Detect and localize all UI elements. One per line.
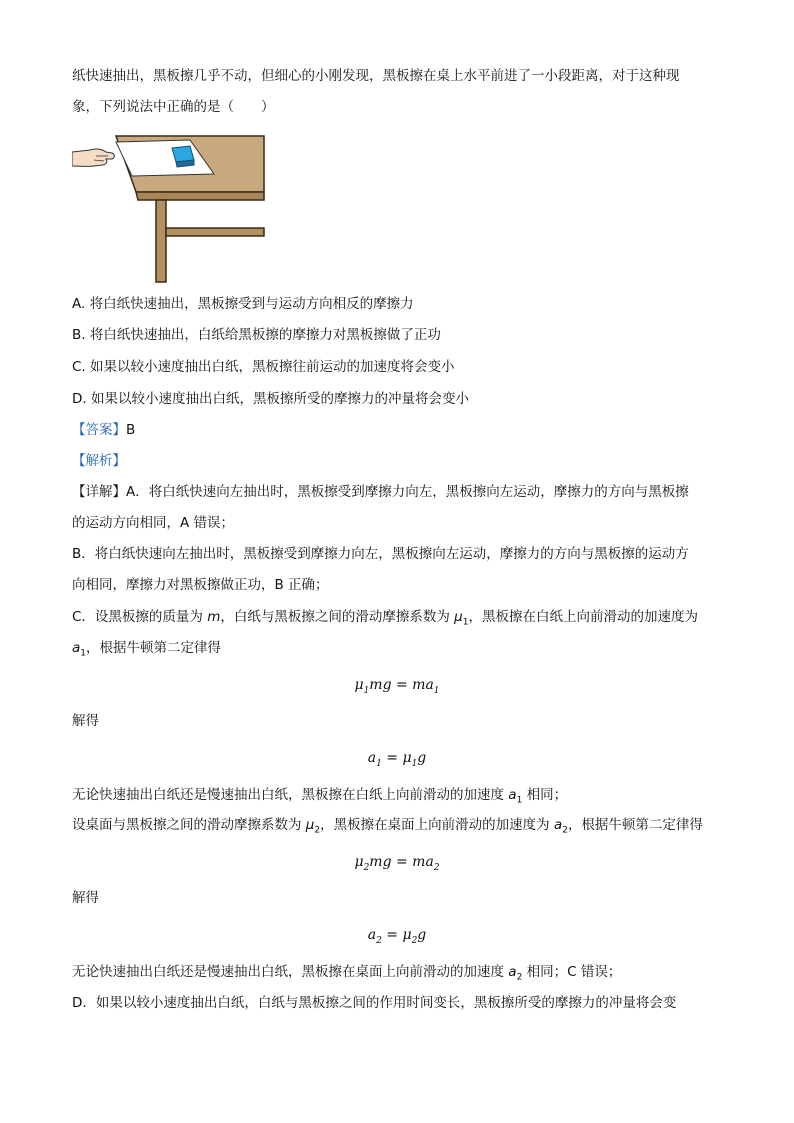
detail-a-line-2: 的运动方向相同，A 错误； bbox=[72, 515, 235, 531]
detail-c-line-2: $a_1$，根据牛顿第二定律得 bbox=[72, 640, 222, 659]
detail-c-line-4: 设桌面与黑板擦之间的滑动摩擦系数为 $\mu_2$，黑板擦在桌面上向前滑动的加速度为 $a_2$，根据牛顿第二定律得 bbox=[72, 817, 703, 836]
answer-value: B bbox=[126, 422, 136, 438]
option-c: C. 如果以较小速度抽出白纸，黑板擦往前运动的加速度将会变小 bbox=[72, 359, 455, 375]
answer-label: 【答案】 bbox=[72, 422, 126, 438]
detail-d-line-1: D．如果以较小速度抽出白纸，白纸与黑板擦之间的作用时间变长，黑板擦所受的摩擦力的冲量将会变 bbox=[72, 995, 677, 1011]
answer-line bbox=[72, 420, 135, 440]
detail-label: 【详解】 bbox=[72, 484, 126, 500]
hand-icon bbox=[72, 149, 114, 166]
solve-label-2: 解得 bbox=[72, 890, 99, 906]
table-leg-front bbox=[156, 200, 166, 282]
detail-c-line-5: 无论快速抽出白纸还是慢速抽出白纸，黑板擦在桌面上向前滑动的加速度 $a_2$ 相同；C 错误； bbox=[72, 964, 622, 983]
equation-3: $\mu_2mg = ma_2$ bbox=[354, 854, 440, 873]
equation-4: $a_2 = \mu_2g$ bbox=[367, 927, 427, 946]
detail-b-line-2: 向相同，摩擦力对黑板擦做正功，B 正确； bbox=[72, 577, 329, 593]
option-b: B. 将白纸快速抽出，白纸给黑板擦的摩擦力对黑板擦做了正功 bbox=[72, 327, 441, 343]
equation-2: $a_1 = \mu_1g$ bbox=[367, 750, 427, 769]
analysis-label: 【解析】 bbox=[72, 453, 126, 469]
option-d: D. 如果以较小速度抽出白纸，黑板擦所受的摩擦力的冲量将会变小 bbox=[72, 391, 469, 407]
table-edge bbox=[136, 192, 264, 200]
table-figure bbox=[72, 134, 268, 284]
detail-c-line-1: C．设黑板擦的质量为 m，白纸与黑板擦之间的滑动摩擦系数为 $\mu_1$，黑板擦在白纸上向前滑动的加速度为 bbox=[72, 609, 698, 628]
detail-a-line-1: 【详解】A．将白纸快速向左抽出时，黑板擦受到摩擦力向左，黑板擦向左运动，摩擦力的方向与黑板擦 bbox=[72, 484, 689, 500]
detail-c-line-3: 无论快速抽出白纸还是慢速抽出白纸，黑板擦在白纸上向前滑动的加速度 $a_1$ 相同； bbox=[72, 787, 568, 806]
detail-b-line-1: B．将白纸快速向左抽出时，黑板擦受到摩擦力向左，黑板擦向左运动，摩擦力的方向与黑板擦的运动方 bbox=[72, 546, 689, 562]
option-a: A. 将白纸快速抽出，黑板擦受到与运动方向相反的摩擦力 bbox=[72, 296, 414, 312]
table-leg-rail bbox=[166, 228, 264, 236]
equation-1: $\mu_1mg = ma_1$ bbox=[354, 677, 440, 696]
solve-label-1: 解得 bbox=[72, 713, 99, 729]
question-line-2: 象，下列说法中正确的是（ ） bbox=[72, 99, 275, 115]
question-line-1: 纸快速抽出，黑板擦几乎不动，但细心的小刚发现，黑板擦在桌上水平前进了一小段距离，对于这种现 bbox=[72, 68, 680, 84]
